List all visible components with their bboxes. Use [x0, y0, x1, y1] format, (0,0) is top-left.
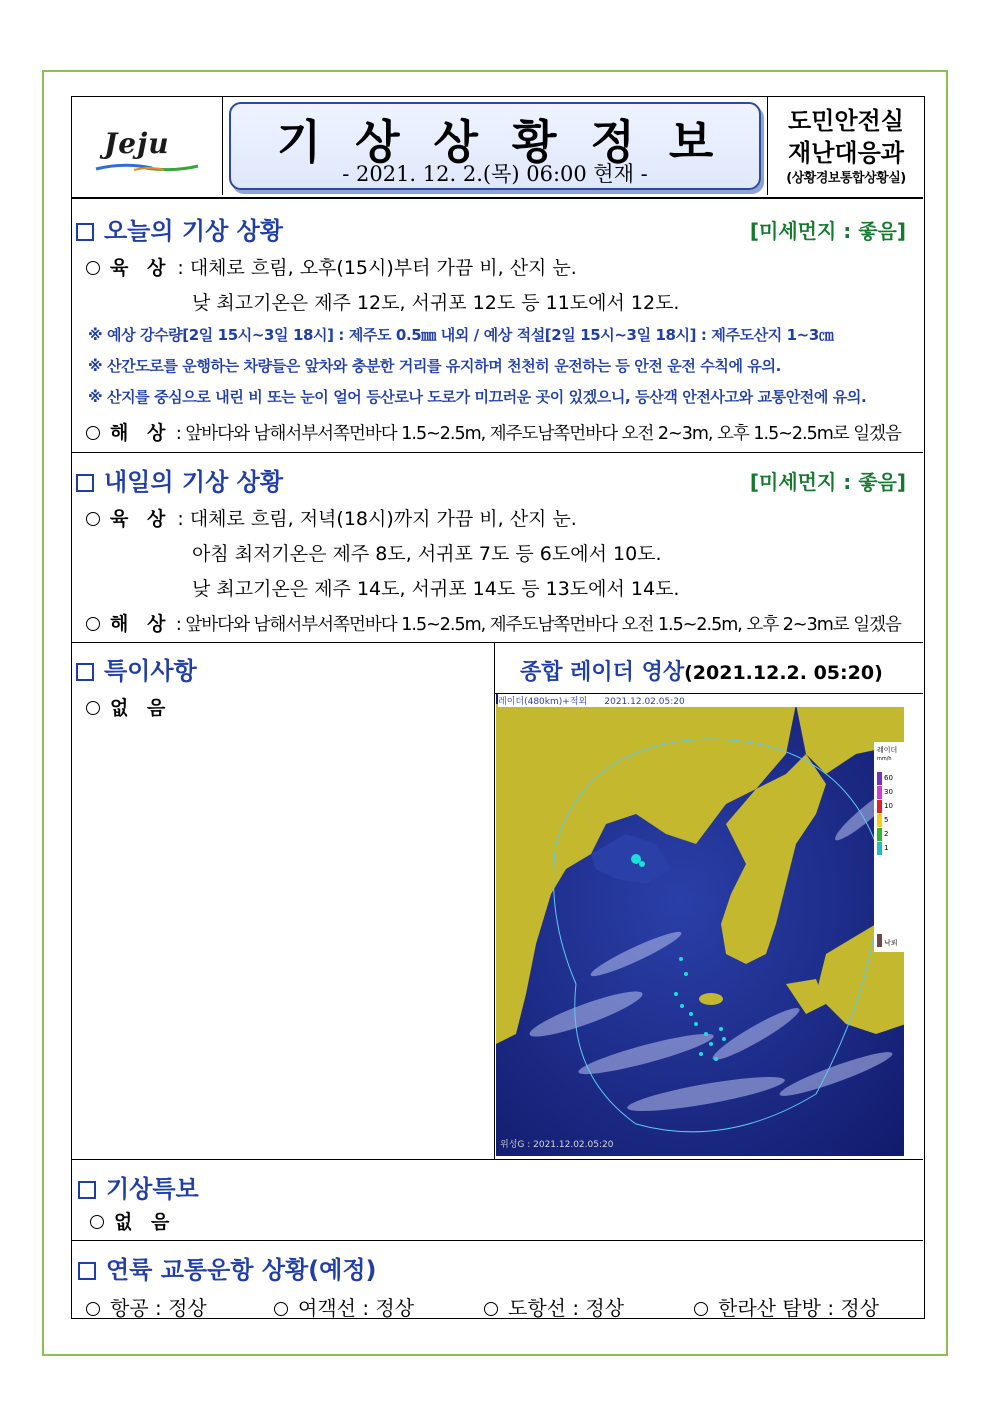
- today-sea-line: 해 상 : 앞바다와 남해서부서쪽먼바다 1.5~2.5m, 제주도남쪽먼바다 오전 2~3m, 오후 1.5~2.5m로 일겠음: [86, 418, 901, 445]
- radar-legend-swatch: [877, 800, 882, 813]
- radar-header: 레이더(480km)+적외 2021.12.02.05:20: [498, 694, 904, 707]
- bullet-circle-icon: [484, 1302, 498, 1316]
- warning-item: 없 음: [90, 1207, 175, 1234]
- today-note-precipitation: ※ 예상 강수량[2일 15시~3일 18시] : 제주도 0.5㎜ 내외 / 예상 적설[2일 15시~3일 18시] : 제주도산지 1~3㎝: [88, 326, 834, 344]
- logo-text: Jeju: [104, 127, 170, 160]
- today-land-line1: 육 상 : 대체로 흐림, 오후(15시)부터 가끔 비, 산지 눈.: [86, 253, 577, 280]
- radar-legend-title: 레이더: [877, 746, 898, 754]
- radar-map-icon: [496, 694, 904, 1156]
- radar-title: 종합 레이더 영상(2021.12.2. 05:20): [520, 660, 883, 685]
- radar-legend-swatch: [877, 786, 882, 799]
- radar-footer: 위성G : 2021.12.02.05:20: [500, 1140, 614, 1150]
- today-fine-dust: [미세먼지 : 좋음]: [749, 219, 906, 243]
- radar-legend-level: 5: [884, 816, 889, 824]
- radar-legend-level: 2: [884, 830, 889, 838]
- today-section-title: 오늘의 기상 상황: [76, 211, 283, 246]
- radar-legend-level: 60: [884, 774, 893, 782]
- radar-legend-level: 10: [884, 802, 893, 810]
- radar-legend-swatch: [877, 772, 882, 785]
- jeju-logo: [72, 97, 223, 195]
- radar-satellite-image: [496, 694, 904, 1156]
- bullet-circle-icon: [86, 512, 100, 526]
- report-header: [72, 97, 923, 199]
- checkbox-square-icon: [76, 663, 94, 681]
- bullet-circle-icon: [694, 1302, 708, 1316]
- dept-name-3: (상황경보통합상황실): [786, 171, 906, 186]
- bullet-circle-icon: [90, 1215, 104, 1229]
- bullet-circle-icon: [86, 1302, 100, 1316]
- report-title-box: [229, 102, 761, 190]
- lightning-swatch: [877, 934, 882, 947]
- checkbox-square-icon: [78, 1181, 96, 1199]
- tomorrow-land-line3: 낮 최고기온은 제주 14도, 서귀포 14도 등 13도에서 14도.: [192, 578, 680, 600]
- radar-legend-swatch: [877, 828, 882, 841]
- tomorrow-fine-dust: [미세먼지 : 좋음]: [749, 470, 906, 494]
- tomorrow-section-title: 내일의 기상 상황: [76, 462, 283, 497]
- today-note-driving: ※ 산간도로를 운행하는 차량들은 앞차와 충분한 거리를 유지하며 천천히 운전하는 등 안전 운전 수칙에 유의.: [88, 357, 781, 375]
- department-info: [767, 97, 924, 195]
- report-date: - 2021. 12. 2.(목) 06:00 현재 -: [342, 162, 648, 186]
- bullet-circle-icon: [274, 1302, 288, 1316]
- dept-name-2: 재난대응과: [788, 139, 904, 167]
- tomorrow-sea-line: 해 상 : 앞바다와 남해서부서쪽먼바다 1.5~2.5m, 제주도남쪽먼바다 오전 1.5~2.5m, 오후 2~3m로 일겠음: [86, 609, 901, 636]
- traffic-item-hallasan: 한라산 탐방 : 정상: [694, 1292, 879, 1321]
- bullet-circle-icon: [86, 701, 100, 715]
- checkbox-square-icon: [76, 223, 94, 241]
- traffic-item-ferry: 여객선 : 정상: [274, 1292, 414, 1321]
- warning-section-title: 기상특보: [78, 1169, 199, 1204]
- tomorrow-land-line1: 육 상 : 대체로 흐림, 저녁(18시)까지 가끔 비, 산지 눈.: [86, 504, 577, 531]
- radar-legend-swatch: [877, 842, 882, 855]
- weather-report-document: [71, 96, 925, 1319]
- radar-legend-level: 30: [884, 788, 893, 796]
- special-item: 없 음: [86, 693, 171, 720]
- traffic-item-airline: 항공 : 정상: [86, 1292, 207, 1321]
- traffic-section-title: 연륙 교통운항 상황(예정): [78, 1250, 377, 1285]
- radar-legend-swatch: [877, 814, 882, 827]
- checkbox-square-icon: [76, 474, 94, 492]
- bullet-circle-icon: [86, 617, 100, 631]
- radar-legend-unit: mm/h: [877, 756, 892, 762]
- today-note-icy-road: ※ 산지를 중심으로 내린 비 또는 눈이 얼어 등산로나 도로가 미끄러운 곳이 있겠으니, 등산객 안전사고와 교통안전에 유의.: [88, 388, 867, 406]
- dept-name-1: 도민안전실: [788, 107, 904, 135]
- page-title: 기상상황정보: [276, 115, 748, 169]
- logo-swoosh-icon: [94, 163, 200, 173]
- traffic-item-island-ferry: 도항선 : 정상: [484, 1292, 624, 1321]
- radar-legend-level: 1: [884, 844, 889, 852]
- bullet-circle-icon: [86, 261, 100, 275]
- special-section-title: 특이사항: [76, 651, 197, 686]
- today-land-line2: 낮 최고기온은 제주 12도, 서귀포 12도 등 11도에서 12도.: [192, 292, 680, 314]
- checkbox-square-icon: [78, 1262, 96, 1280]
- bullet-circle-icon: [86, 426, 100, 440]
- tomorrow-land-line2: 아침 최저기온은 제주 8도, 서귀포 7도 등 6도에서 10도.: [192, 543, 662, 565]
- radar-legend-lightning: 낙뢰: [884, 939, 898, 947]
